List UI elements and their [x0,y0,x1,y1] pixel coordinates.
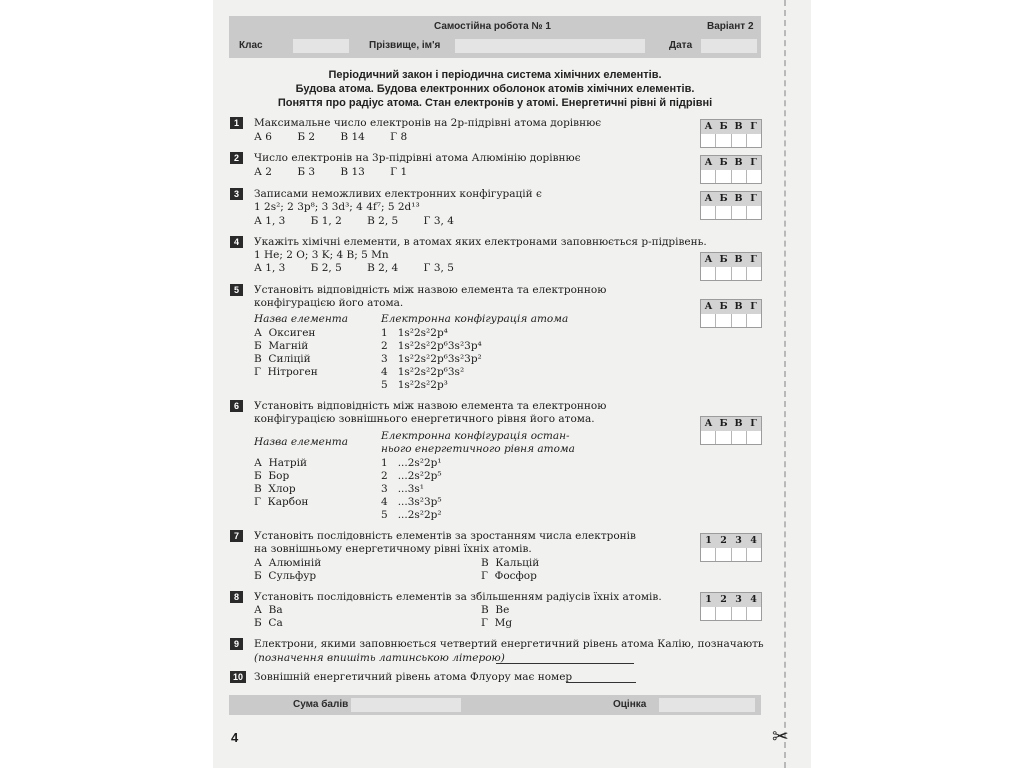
question-number: 2 [230,152,243,164]
option: В 2, 4 [367,262,399,274]
scissors-icon: ✂ [772,724,789,748]
grid-cell[interactable] [746,206,761,219]
question-text-line: конфігурацією його атома. [254,297,404,309]
element-name: Магній [268,340,309,352]
grid-cell[interactable] [715,170,730,183]
config-value: ...3s²3p⁵ [397,496,442,508]
config-value: ...2s²2p² [397,509,442,521]
grid-header: В [734,121,743,132]
question-number: 9 [230,638,243,650]
sum-field[interactable] [351,698,461,712]
column-header-line: Електронна конфігурація остан- [381,430,570,442]
question-text: Установіть послідовність елементів за збільшенням радіусів їхніх атомів. [254,591,662,603]
question-text: Електрони, якими заповнюється четвертий енергетичний рівень атома Калію, позначають [254,638,764,650]
q9-answer-field[interactable] [496,651,634,664]
topic-line: Поняття про радіус атома. Стан електронів у атомі. Енергетичні рівні й підрівні [277,97,713,109]
date-label: Дата [669,40,693,51]
grid-header: В [734,254,743,265]
grid-header: Б [719,418,728,429]
config-value: 1s²2s²2p⁴ [397,327,448,339]
option: Б 2, 5 [310,262,342,274]
q3-configs: 1 2s²; 2 3p⁸; 3 3d³; 4 4f⁷; 5 2d¹³ [254,201,420,213]
question-number: 3 [230,188,243,200]
config-value: ...2s²2p⁵ [397,470,442,482]
grid-cell[interactable] [746,134,761,147]
question-text-line: Установіть відповідність між назвою елемента та електронною [254,400,607,412]
grid-header: А [704,418,713,429]
q10-answer-field[interactable] [566,670,636,683]
grid-cell[interactable] [746,170,761,183]
grid-header: А [704,157,713,168]
question-text [254,530,636,556]
grid-cell[interactable] [701,134,715,147]
grid-header: Г [750,254,757,265]
option-letter: Г [254,496,261,508]
grid-cell[interactable] [701,170,715,183]
option-value: Be [495,604,510,616]
grid-cell[interactable] [715,607,730,620]
grid-header: Г [750,301,757,312]
question-number: 6 [230,400,243,412]
q4-elements: 1 He; 2 O; 3 K; 4 B; 5 Mn [254,249,389,261]
config-value: 1s²2s²2p⁶3s² [397,366,465,378]
element-name: Бор [268,470,290,482]
q1-answer-grid[interactable] [700,119,762,148]
config-number: 3 [381,353,388,365]
grid-cell[interactable] [715,206,730,219]
config-number: 5 [381,509,388,521]
sum-label: Сума балів [293,699,349,710]
option-letter: Б [254,570,262,582]
q8-answer-grid[interactable] [700,592,762,621]
grid-cell[interactable] [731,267,746,280]
score-footer [229,695,761,715]
q8-options-right [481,604,512,630]
topic-title [260,68,730,110]
option: Б 3 [297,166,316,178]
question-text: Число електронів на 3p-підрівні атома Алюмінію дорівнює [254,152,581,164]
cut-line [784,0,786,768]
question-text-line: конфігурацією зовнішнього енергетичного рівня його атома. [254,413,595,425]
config-number: 1 [381,457,388,469]
grid-header: А [704,193,713,204]
option-value: Ca [268,617,283,629]
q6-elements [254,457,308,509]
option: А 2 [254,166,272,178]
option-letter: А [254,457,262,469]
grid-cell[interactable] [746,431,761,444]
column-header: Електронна конфігурація атома [381,313,569,325]
grid-header: 1 [705,594,712,605]
config-value: 1s²2s²2p⁶3s²3p⁴ [397,340,482,352]
grid-cell[interactable] [701,431,715,444]
topic-line: Будова атома. Будова електронних оболонок атомів хімічних елементів. [295,83,695,95]
grid-header: Г [750,121,757,132]
q7-answer-grid[interactable] [700,533,762,562]
grid-cell[interactable] [701,548,715,561]
q8-options-left [254,604,283,630]
q7-options-right [481,557,539,583]
element-name: Силіцій [268,353,311,365]
question-number: 7 [230,530,243,542]
grid-header: 1 [705,535,712,546]
grid-header: А [704,301,713,312]
grid-cell[interactable] [701,607,715,620]
grid-cell[interactable] [715,134,730,147]
grid-cell[interactable] [731,607,746,620]
q2-options [254,166,407,178]
element-name: Карбон [267,496,309,508]
option-letter: Б [254,470,262,482]
option-value: Кальцій [495,557,540,569]
grid-cell[interactable] [715,431,730,444]
question-hint: (позначення впишіть латинською літерою) [254,652,505,664]
grid-header: 2 [720,594,727,605]
grid-cell[interactable] [746,607,761,620]
option: Г 3, 4 [423,215,454,227]
grid-cell[interactable] [746,314,761,327]
grid-header: В [734,193,743,204]
grid-header: Б [719,121,728,132]
grid-cell[interactable] [715,267,730,280]
grid-cell[interactable] [701,314,715,327]
question-text [254,284,606,310]
grid-header: Г [750,418,757,429]
q2-answer-grid[interactable] [700,155,762,184]
name-field[interactable] [455,39,645,53]
grid-cell[interactable] [701,206,715,219]
grid-cell[interactable] [731,170,746,183]
question-text-line: на зовнішньому енергетичному рівні їхніх атомів. [254,543,532,555]
grid-header: В [734,301,743,312]
option: А 6 [254,131,272,143]
option: Г 1 [390,166,408,178]
question-text: Укажіть хімічні елементи, в атомах яких електронами заповнюється p-підрівень. [254,236,707,248]
q4-options [254,262,454,274]
question-number: 1 [230,117,243,129]
option: В 2, 5 [367,215,399,227]
q6-configs [381,457,442,522]
question-text-line: Установіть послідовність елементів за зростанням числа електронів [254,530,636,542]
config-value: 1s²2s²2p³ [397,379,448,391]
class-label: Клас [239,40,263,51]
option-letter: Г [254,366,261,378]
option-value: Mg [494,617,513,629]
config-number: 4 [381,496,388,508]
column-header: Назва елемента [254,313,349,325]
option-letter: А [254,557,262,569]
config-value: ...3s¹ [397,483,424,495]
grid-cell[interactable] [731,431,746,444]
question-text-line: Установіть відповідність між назвою елемента та електронною [254,284,607,296]
question-number: 5 [230,284,243,296]
option-value: Ba [268,604,283,616]
config-value: ...2s²2p¹ [397,457,442,469]
grid-cell[interactable] [746,548,761,561]
question-text: Записами неможливих електронних конфігурацій є [254,188,542,200]
question-text: Зовнішній енергетичний рівень атома Флуору має номер [254,671,573,683]
page-number: 4 [231,730,239,745]
grid-header: В [734,418,743,429]
option: В 14 [340,131,365,143]
worksheet-header [229,16,761,58]
grid-cell[interactable] [731,314,746,327]
grid-cell[interactable] [731,134,746,147]
column-header: Назва елемента [254,436,349,448]
option-letter: Г [481,570,488,582]
option-letter: А [254,327,262,339]
column-header-line: нього енергетичного рівня атома [381,443,575,455]
option: Г 8 [390,131,408,143]
element-name: Нітроген [267,366,318,378]
q5-configs [381,327,482,392]
date-field[interactable] [701,39,757,53]
grid-cell[interactable] [731,206,746,219]
question-text: Максимальне число електронів на 2p-підрівні атома дорівнює [254,117,602,129]
config-number: 2 [381,470,388,482]
option: Б 1, 2 [310,215,342,227]
config-number: 3 [381,483,388,495]
q7-options-left [254,557,321,583]
grid-header: 3 [735,594,742,605]
config-value: 1s²2s²2p⁶3s²3p² [397,353,482,365]
option-value: Сульфур [268,570,317,582]
topic-line: Періодичний закон і періодична система хімічних елементів. [328,69,662,81]
option-letter: В [254,483,262,495]
grid-header: 3 [735,535,742,546]
config-number: 1 [381,327,388,339]
q5-elements [254,327,318,379]
grid-cell[interactable] [731,548,746,561]
config-number: 5 [381,379,388,391]
option: Г 3, 5 [423,262,454,274]
column-header [381,430,575,456]
grade-field[interactable] [659,698,755,712]
grid-cell[interactable] [746,267,761,280]
option-letter: А [254,604,262,616]
option-letter: Б [254,340,262,352]
question-number: 8 [230,591,243,603]
grade-label: Оцінка [613,699,647,710]
worksheet-title: Самостійна робота № 1 [434,21,551,32]
question-number: 4 [230,236,243,248]
question-number: 10 [230,671,246,683]
grid-header: 4 [750,594,757,605]
option: А 1, 3 [254,215,286,227]
option: Б 2 [297,131,316,143]
grid-header: Б [719,157,728,168]
grid-header: Г [750,157,757,168]
option-letter: В [481,557,489,569]
option-value: Фосфор [494,570,537,582]
option-letter: Г [481,617,488,629]
config-number: 2 [381,340,388,352]
grid-header: Б [719,193,728,204]
q3-options [254,215,454,227]
option-letter: В [481,604,489,616]
q4-answer-grid[interactable] [700,252,762,281]
option-letter: Б [254,617,262,629]
variant-label: Варіант 2 [707,21,754,32]
grid-cell[interactable] [701,267,715,280]
class-field[interactable] [293,39,349,53]
grid-header: 4 [750,535,757,546]
element-name: Оксиген [268,327,316,339]
option-value: Алюміній [268,557,322,569]
option-letter: В [254,353,262,365]
config-number: 4 [381,366,388,378]
q5-answer-grid[interactable] [700,299,762,328]
grid-cell[interactable] [715,548,730,561]
grid-cell[interactable] [715,314,730,327]
grid-header: А [704,121,713,132]
option: В 13 [340,166,365,178]
option: А 1, 3 [254,262,286,274]
element-name: Хлор [268,483,296,495]
grid-header: Б [719,254,728,265]
question-text [254,400,606,426]
q3-answer-grid[interactable] [700,191,762,220]
element-name: Натрій [268,457,307,469]
q6-answer-grid[interactable] [700,416,762,445]
grid-header: Г [750,193,757,204]
name-label: Прізвище, ім'я [369,40,441,51]
grid-header: 2 [720,535,727,546]
grid-header: В [734,157,743,168]
q1-options [254,131,407,143]
grid-header: А [704,254,713,265]
grid-header: Б [719,301,728,312]
